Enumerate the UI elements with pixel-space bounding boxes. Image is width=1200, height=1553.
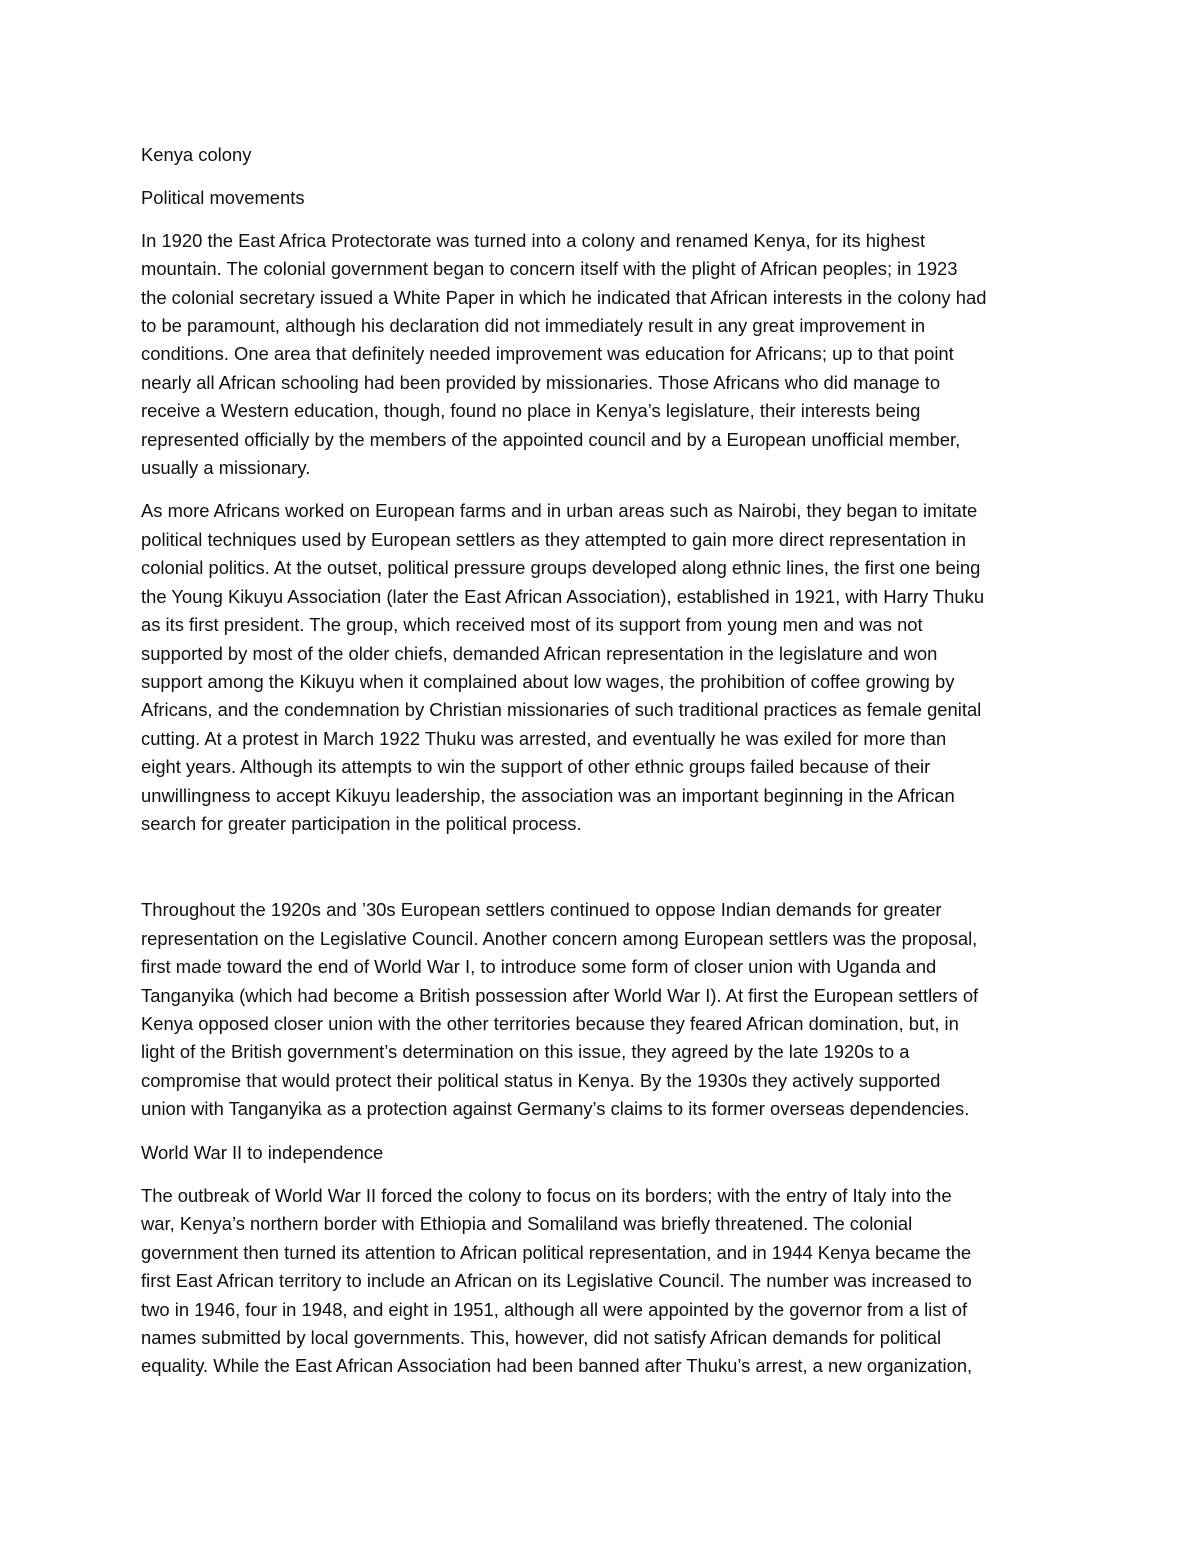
text-line: government then turned its attention to African political representation, and in 1944 Kenya became the	[141, 1241, 972, 1263]
text-line: war, Kenya’s northern border with Ethiopia and Somaliland was briefly threatened. The colonial	[141, 1213, 913, 1235]
text-line: names submitted by local governments. This, however, did not satisfy African demands for political	[141, 1327, 942, 1349]
text-line: unwillingness to accept Kikuyu leadership, the association was an important beginning in the African	[141, 784, 955, 806]
text-line: The outbreak of World War II forced the colony to focus on its borders; with the entry of Italy into the	[141, 1185, 952, 1206]
text-line: Throughout the 1920s and ’30s European settlers continued to oppose Indian demands for greater	[141, 899, 942, 921]
text-line: mountain. The colonial government began to concern itself with the plight of African peoples; in 1923	[141, 258, 958, 280]
text-line: colonial politics. At the outset, political pressure groups developed along ethnic lines, the first one being	[141, 557, 981, 579]
text-line: As more Africans worked on European farms and in urban areas such as Nairobi, they began to imitate	[141, 500, 978, 522]
text-line: the Young Kikuyu Association (later the East African Association), established in 1921, with Harry Thuku	[141, 585, 985, 607]
text-line: light of the British government’s determination on this issue, they agreed by the late 1920s to a	[141, 1041, 910, 1063]
section-heading-political-movements: Political movements	[141, 187, 305, 209]
text-line: Tanganyika (which had become a British possession after World War I). At first the European settlers of	[141, 984, 979, 1006]
paragraph-3	[141, 896, 1061, 1123]
text-line: Kenya opposed closer union with the other territories because they feared African domination, but, in	[141, 1012, 959, 1034]
text-line: nearly all African schooling had been provided by missionaries. Those Africans who did manage to	[141, 371, 941, 393]
text-line: supported by most of the older chiefs, demanded African representation in the legislature and won	[141, 642, 938, 664]
text-line: search for greater participation in the political process.	[141, 812, 582, 834]
blank-line	[141, 853, 1061, 896]
paragraph-2	[141, 497, 1061, 838]
text-line: the colonial secretary issued a White Paper in which he indicated that African interests in the colony had	[141, 286, 987, 308]
text-line: compromise that would protect their political status in Kenya. By the 1930s they actively supported	[141, 1069, 941, 1091]
text-line: union with Tanganyika as a protection against Germany’s claims to its former overseas dependencies.	[141, 1098, 970, 1120]
text-line: cutting. At a protest in March 1922 Thuku was arrested, and eventually he was exiled for more than	[141, 727, 947, 749]
text-line: equality. While the East African Association had been banned after Thuku’s arrest, a new organization,	[141, 1355, 973, 1377]
text-line: conditions. One area that definitely needed improvement was education for Africans; up to that point	[141, 343, 954, 365]
text-line: represented officially by the members of the appointed council and by a European unofficial member,	[141, 428, 961, 450]
text-line: usually a missionary.	[141, 457, 311, 479]
text-line: receive a Western education, though, found no place in Kenya’s legislature, their interests being	[141, 400, 921, 422]
text-line: as its first president. The group, which received most of its support from young men and was not	[141, 614, 923, 636]
document-title: Kenya colony	[141, 144, 252, 165]
text-line: eight years. Although its attempts to win the support of other ethnic groups failed because of their	[141, 756, 931, 778]
text-line: support among the Kikuyu when it complained about low wages, the prohibition of coffee growing by	[141, 670, 955, 692]
section-heading-world-war-ii: World War II to independence	[141, 1141, 384, 1163]
text-line: to be paramount, although his declaration did not immediately result in any great improvement in	[141, 315, 926, 337]
document-body	[141, 141, 1061, 1381]
paragraph-4	[141, 1182, 1061, 1381]
text-line: two in 1946, four in 1948, and eight in 1951, although all were appointed by the governor from a list of	[141, 1298, 968, 1320]
text-line: Africans, and the condemnation by Christian missionaries of such traditional practices as female genital	[141, 699, 982, 721]
text-line: first East African territory to include an African on its Legislative Council. The number was increased to	[141, 1270, 972, 1292]
paragraph-1	[141, 227, 1061, 483]
text-line: In 1920 the East Africa Protectorate was turned into a colony and renamed Kenya, for its highest	[141, 229, 926, 251]
text-line: political techniques used by European settlers as they attempted to gain more direct representation in	[141, 528, 966, 550]
text-line: first made toward the end of World War I, to introduce some form of closer union with Uganda and	[141, 956, 937, 978]
text-line: representation on the Legislative Council. Another concern among European settlers was the proposal,	[141, 927, 978, 949]
